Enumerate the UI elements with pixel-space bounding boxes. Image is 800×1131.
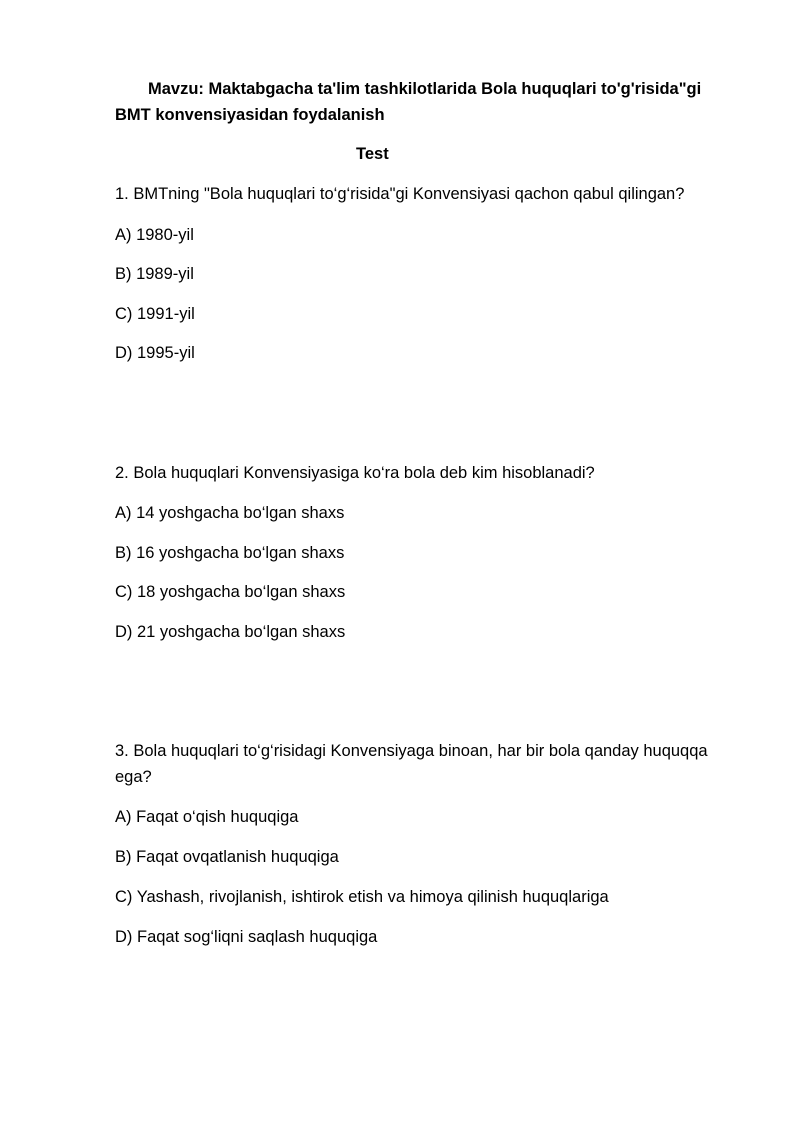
question-2-option-a: A) 14 yoshgacha bo‘lgan shaxs <box>115 504 345 522</box>
question-3-option-a: A) Faqat o‘qish huquqiga <box>115 808 299 826</box>
title-line-1: Mavzu: Maktabgacha ta'lim tashkilotlarida Bola huquqlari to'g'risida"gi <box>148 80 702 98</box>
title-line-2: BMT konvensiyasidan foydalanish <box>115 106 385 124</box>
question-3-option-b: B) Faqat ovqatlanish huquqiga <box>115 848 339 866</box>
section-heading: Test <box>356 145 389 163</box>
question-2-option-b: B) 16 yoshgacha bo‘lgan shaxs <box>115 544 345 562</box>
document-title <box>115 76 735 128</box>
question-3-option-c: C) Yashash, rivojlanish, ishtirok etish va himoya qilinish huquqlariga <box>115 888 609 906</box>
question-2-option-c: C) 18 yoshgacha bo‘lgan shaxs <box>115 583 346 601</box>
question-1-option-a: A) 1980-yil <box>115 226 194 244</box>
question-1-option-c: C) 1991-yil <box>115 305 195 323</box>
question-2-option-d: D) 21 yoshgacha bo‘lgan shaxs <box>115 623 346 641</box>
question-1-option-d: D) 1995-yil <box>115 344 195 362</box>
question-1-option-b: B) 1989-yil <box>115 265 194 283</box>
question-3: 3. Bola huquqlari to‘g‘risidagi Konvensiyaga binoan, har bir bola qanday huquqqa ega? <box>115 742 708 786</box>
question-2: 2. Bola huquqlari Konvensiyasiga ko‘ra bola deb kim hisoblanadi? <box>115 464 595 482</box>
question-1: 1. BMTning "Bola huquqlari to‘g‘risida"gi Konvensiyasi qachon qabul qilingan? <box>115 185 685 203</box>
question-3-option-d: D) Faqat sog‘liqni saqlash huquqiga <box>115 928 378 946</box>
